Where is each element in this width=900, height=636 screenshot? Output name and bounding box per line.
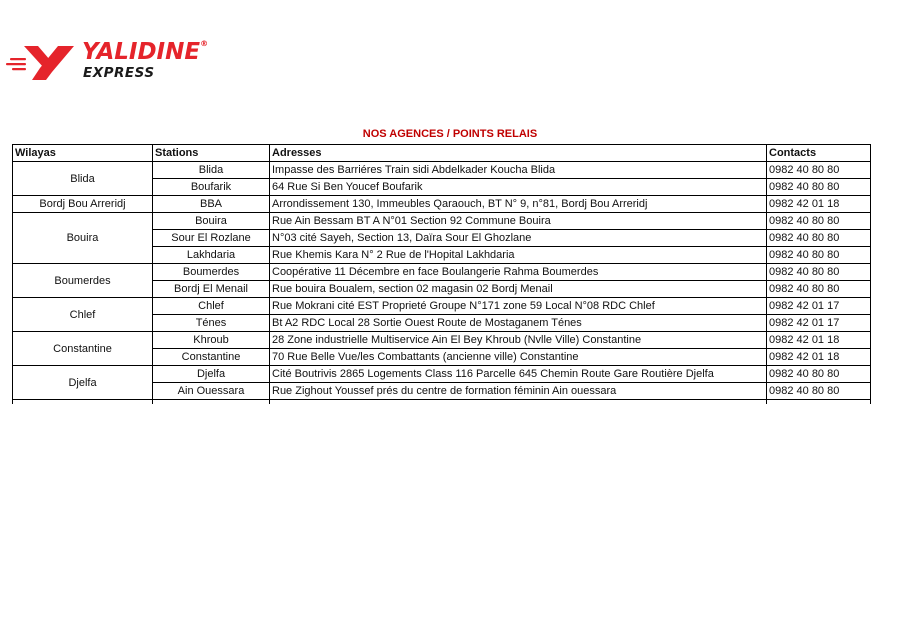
station-cell: BBA: [153, 196, 270, 213]
document-title: NOS AGENCES / POINTS RELAIS: [362, 128, 538, 140]
address-cell: Rue Mokrani cité EST Proprieté Groupe N°171 zone 59 Local N°08 RDC Chlef: [270, 298, 767, 315]
logo-name: YALIDINE®: [82, 39, 209, 65]
table-tail-cell: [270, 400, 767, 405]
table-row: [13, 196, 871, 213]
address-cell: Arrondissement 130, Immeubles Qaraouch, BT N° 9, n°81, Bordj Bou Arreridj: [270, 196, 767, 213]
contact-cell: 0982 40 80 80: [767, 179, 871, 196]
station-cell: Bouira: [153, 213, 270, 230]
station-cell: Boufarik: [153, 179, 270, 196]
contact-cell: 0982 40 80 80: [767, 230, 871, 247]
column-header-stations: Stations: [153, 145, 270, 162]
wilaya-cell: Djelfa: [13, 366, 153, 400]
wilaya-cell: Blida: [13, 162, 153, 196]
address-cell: N°03 cité Sayeh, Section 13, Daïra Sour El Ghozlane: [270, 230, 767, 247]
contact-cell: 0982 42 01 18: [767, 332, 871, 349]
contact-cell: 0982 40 80 80: [767, 162, 871, 179]
table-header-row: [13, 145, 871, 162]
address-cell: Cité Boutrivis 2865 Logements Class 116 Parcelle 645 Chemin Route Gare Routière Djelfa: [270, 366, 767, 383]
contact-cell: 0982 40 80 80: [767, 383, 871, 400]
address-cell: Rue bouira Boualem, section 02 magasin 02 Bordj Menail: [270, 281, 767, 298]
address-cell: Rue Zighout Youssef prés du centre de formation féminin Ain ouessara: [270, 383, 767, 400]
address-cell: 64 Rue Si Ben Youcef Boufarik: [270, 179, 767, 196]
address-cell: Bt A2 RDC Local 28 Sortie Ouest Route de Mostaganem Ténes: [270, 315, 767, 332]
address-cell: Impasse des Barriéres Train sidi Abdelkader Koucha Blida: [270, 162, 767, 179]
address-cell: Rue Khemis Kara N° 2 Rue de l'Hopital Lakhdaria: [270, 247, 767, 264]
column-header-contacts: Contacts: [767, 145, 871, 162]
contact-cell: 0982 40 80 80: [767, 213, 871, 230]
contact-cell: 0982 42 01 17: [767, 315, 871, 332]
station-cell: Bordj El Menail: [153, 281, 270, 298]
address-cell: 28 Zone industrielle Multiservice Ain El Bey Khroub (Nvlle Ville) Constantine: [270, 332, 767, 349]
contact-cell: 0982 40 80 80: [767, 366, 871, 383]
logo-y-mark-icon: [6, 38, 84, 86]
station-cell: Djelfa: [153, 366, 270, 383]
contact-cell: 0982 40 80 80: [767, 264, 871, 281]
table-tail-cell: [153, 400, 270, 405]
station-cell: Boumerdes: [153, 264, 270, 281]
address-cell: Coopérative 11 Décembre en face Boulangerie Rahma Boumerdes: [270, 264, 767, 281]
contact-cell: 0982 42 01 18: [767, 349, 871, 366]
table-row: [13, 332, 871, 349]
station-cell: Ain Ouessara: [153, 383, 270, 400]
address-cell: Rue Ain Bessam BT A N°01 Section 92 Commune Bouira: [270, 213, 767, 230]
table-row: [13, 298, 871, 315]
wilaya-cell: Chlef: [13, 298, 153, 332]
station-cell: Blida: [153, 162, 270, 179]
table-row: [13, 162, 871, 179]
table-tail-row: [13, 400, 871, 405]
station-cell: Khroub: [153, 332, 270, 349]
column-header-adresses: Adresses: [270, 145, 767, 162]
contact-cell: 0982 42 01 17: [767, 298, 871, 315]
table-row: [13, 213, 871, 230]
station-cell: Lakhdaria: [153, 247, 270, 264]
agences-table: [12, 144, 871, 404]
contact-cell: 0982 42 01 18: [767, 196, 871, 213]
wilaya-cell: Bouira: [13, 213, 153, 264]
contact-cell: 0982 40 80 80: [767, 247, 871, 264]
station-cell: Ténes: [153, 315, 270, 332]
logo-subtitle: EXPRESS: [83, 65, 155, 81]
column-header-wilayas: Wilayas: [13, 145, 153, 162]
table-body: [13, 162, 871, 405]
yalidine-logo: [6, 38, 216, 86]
table-row: [13, 264, 871, 281]
station-cell: Chlef: [153, 298, 270, 315]
wilaya-cell: Constantine: [13, 332, 153, 366]
table-tail-cell: [13, 400, 153, 405]
station-cell: Sour El Rozlane: [153, 230, 270, 247]
table-tail-cell: [767, 400, 871, 405]
wilaya-cell: Boumerdes: [13, 264, 153, 298]
address-cell: 70 Rue Belle Vue/les Combattants (ancienne ville) Constantine: [270, 349, 767, 366]
station-cell: Constantine: [153, 349, 270, 366]
table-row: [13, 366, 871, 383]
wilaya-cell: Bordj Bou Arreridj: [13, 196, 153, 213]
contact-cell: 0982 40 80 80: [767, 281, 871, 298]
